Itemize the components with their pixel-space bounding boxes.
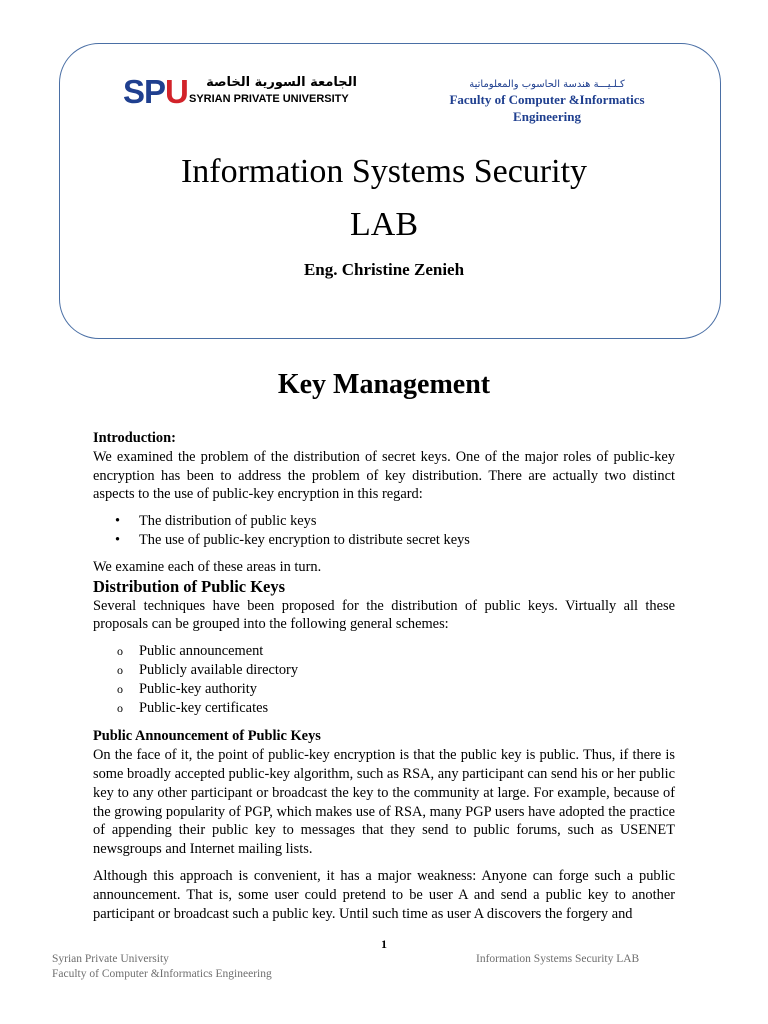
list-item: • The distribution of public keys [93, 512, 675, 531]
scheme-list [93, 642, 675, 717]
document-title: Key Management [277, 369, 491, 400]
intro-paragraph: We examined the problem of the distribution of secret keys. One of the major roles of public-key encryption has been to address the problem of key distribution. There are actually two distinct aspects to the use of public-key encryption in this regard: [93, 448, 675, 503]
page-number: 1 [381, 937, 387, 951]
footer-left [52, 952, 272, 982]
university-logo [123, 75, 358, 109]
logo-english-name: SYRIAN PRIVATE UNIVERSITY [189, 93, 349, 105]
intro-closing: We examine each of these areas in turn. [93, 558, 322, 575]
subsection-heading: Public Announcement of Public Keys [93, 728, 321, 745]
document-body [93, 429, 675, 923]
faculty-arabic: كـلـيـــة هندسة الحاسوب والمعلوماتية [469, 79, 625, 90]
footer-faculty: Faculty of Computer &Informatics Engineering [52, 968, 272, 980]
section-heading: Distribution of Public Keys [93, 576, 286, 596]
course-subtitle: LAB [350, 206, 418, 243]
list-item: • The use of public-key encryption to distribute secret keys [93, 531, 675, 550]
subsection-paragraph: On the face of it, the point of public-key encryption is that the public key is public. Thus, if there is some broadly accepted public-key algorithm, such as RSA, any participant can send his or her public key to any other participant or broadcast the key to the community at large. For example, because of the growing popularity of PGP, which makes use of RSA, many PGP users have adopted the practice of appending their public key to messages that they send to public forums, such as USENET newsgroups and Internet mailing lists. [93, 747, 675, 858]
section-paragraph: Several techniques have been proposed for the distribution of public keys. Virtually all these proposals can be grouped into the following general schemes: [93, 597, 675, 633]
logo-mark-blue: SP [123, 73, 166, 110]
subsection-paragraph: Although this approach is convenient, it has a major weakness: Anyone can forge such a public announcement. That is, some user could pretend to be user A and send a public key to another participant or broadcast such a public key. Until such time as user A discovers the forgery and [93, 867, 675, 922]
list-item: o Public announcement [93, 642, 675, 661]
author-name: Eng. Christine Zenieh [303, 260, 465, 279]
logo-arabic-name: الجامعة السورية الخاصة [206, 75, 357, 90]
list-item: o Public-key authority [93, 680, 675, 699]
course-title: Information Systems Security [180, 153, 588, 190]
faculty-english-line2: Engineering [513, 109, 581, 124]
footer-course: Information Systems Security LAB [476, 953, 640, 965]
footer-university: Syrian Private University [52, 953, 169, 965]
logo-mark-red: U [165, 73, 188, 110]
list-item: o Publicly available directory [93, 661, 675, 680]
logo-mark [123, 75, 188, 109]
intro-heading: Introduction: [93, 430, 176, 446]
list-item: o Public-key certificates [93, 699, 675, 718]
faculty-name [425, 78, 669, 125]
faculty-english-line1: Faculty of Computer &Informatics [449, 92, 645, 107]
intro-bullet-list [93, 512, 675, 550]
